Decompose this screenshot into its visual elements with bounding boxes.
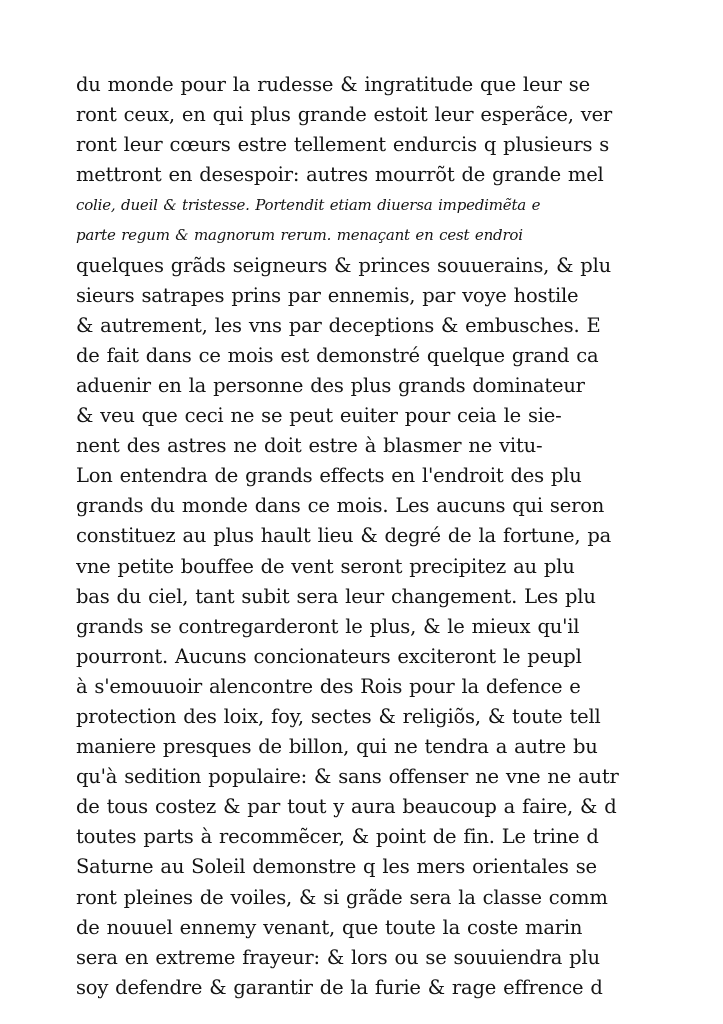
text-line: de tous costez & par tout y aura beaucoup a faire, & d — [76, 795, 617, 819]
text-line: aduenir en la personne des plus grands dominateur — [76, 373, 585, 397]
text-line: qu'à sedition populaire: & sans offenser ne vne ne autr — [76, 765, 619, 789]
text-line: de fait dans ce mois est demonstré quelque grand ca — [76, 343, 599, 367]
text-line: quelques grãds seigneurs & princes souuerains, & plu — [76, 253, 611, 277]
text-line: pourront. Aucuns concionateurs exciteront le peupl — [76, 644, 582, 668]
text-line: Saturne au Soleil demonstre q les mers orientales se — [76, 855, 597, 879]
text-line: toutes parts à recommẽcer, & point de fin. Le trine d — [76, 825, 599, 849]
text-line: Lon entendra de grands effects en l'endroit des plu — [76, 464, 582, 488]
text-line: maniere presques de billon, qui ne tendra a autre bu — [76, 735, 598, 759]
text-line: grands se contregarderont le plus, & le mieux qu'il — [76, 614, 580, 638]
text-line: vne petite bouffee de vent seront precipitez au plu — [76, 554, 575, 578]
text-line-latin: colie, dueil & tristesse. Portendit etiam diuersa impedimẽta e — [76, 196, 541, 215]
text-line: du monde pour la rudesse & ingratitude que leur se — [76, 73, 590, 96]
text-line: mettront en desespoir: autres mourrõt de grande mel — [76, 163, 604, 187]
text-line: protection des loix, foy, sectes & religiõs, & toute tell — [76, 704, 601, 728]
text-line: & autrement, les vns par deceptions & embusches. E — [76, 313, 601, 337]
text-line: sieurs satrapes prins par ennemis, par voye hostile — [76, 283, 579, 307]
text-line: ront ceux, en qui plus grande estoit leur esperãce, ver — [76, 103, 613, 127]
text-line: & veu que ceci ne se peut euiter pour ceia le sie- — [76, 404, 562, 428]
text-line: bas du ciel, tant subit sera leur changement. Les plu — [76, 584, 596, 608]
text-line: à s'emouuoir alencontre des Rois pour la defence e — [76, 674, 581, 698]
text-line: ront leur cœurs estre tellement endurcis q plusieurs s — [76, 133, 610, 157]
text-line: de nouuel ennemy venant, que toute la coste marin — [76, 915, 583, 939]
text-line: constituez au plus hault lieu & degré de la fortune, pa — [76, 524, 612, 548]
text-line-latin: parte regum & magnorum rerum. menaçant en cest endroi — [76, 226, 523, 245]
text-line: ront pleines de voiles, & si grãde sera la classe comm — [76, 885, 608, 909]
body-text — [76, 70, 646, 1003]
text-line: grands du monde dans ce mois. Les aucuns qui seron — [76, 494, 605, 518]
text-line: sera en extreme frayeur: & lors ou se souuiendra plu — [76, 945, 600, 969]
text-line: nent des astres ne doit estre à blasmer ne vitu- — [76, 434, 543, 458]
text-line: soy defendre & garantir de la furie & rage effrence d — [76, 975, 603, 999]
